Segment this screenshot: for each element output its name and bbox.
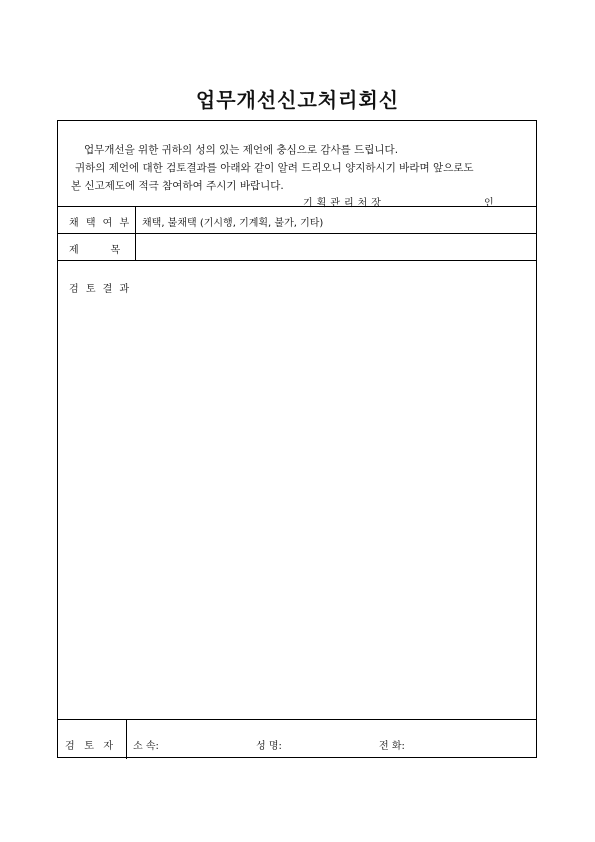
phone-field-label: 전 화: <box>379 741 405 752</box>
page-title: 업무개선신고처리회신 <box>195 88 400 112</box>
divider <box>58 206 536 207</box>
intro-line-3: 본 신고제도에 적극 참여하여 주시기 바랍니다. <box>71 180 284 192</box>
adoption-label: 채 택 여 부 <box>69 218 132 229</box>
seal-mark: 인 <box>484 198 494 209</box>
subject-field[interactable] <box>142 238 532 258</box>
column-divider <box>135 206 136 260</box>
reviewer-label: 검 토 자 <box>65 741 114 752</box>
signature-title: 기획관리처장 <box>303 198 385 209</box>
review-result-label: 검 토 결 과 <box>69 284 132 295</box>
review-result-area[interactable] <box>68 301 528 711</box>
department-field-label: 소 속: <box>133 741 159 752</box>
adoption-field[interactable]: 채택, 불채택 (기시행, 기계획, 불가, 기타) <box>142 218 324 229</box>
intro-text <box>68 141 474 195</box>
divider <box>58 719 536 720</box>
name-field-label: 성 명: <box>256 741 282 752</box>
intro-line-1: 업무개선을 위한 귀하의 성의 있는 제언에 충심으로 감사를 드립니다. <box>84 144 399 156</box>
subject-label: 제 목 <box>69 245 121 256</box>
intro-line-2: 귀하의 제언에 대한 검토결과를 아래와 같이 알려 드리오니 양지하시기 바라며 앞으로도 <box>75 162 474 174</box>
divider <box>58 260 536 261</box>
reply-form <box>57 120 537 758</box>
divider <box>58 233 536 234</box>
column-divider <box>126 719 127 759</box>
